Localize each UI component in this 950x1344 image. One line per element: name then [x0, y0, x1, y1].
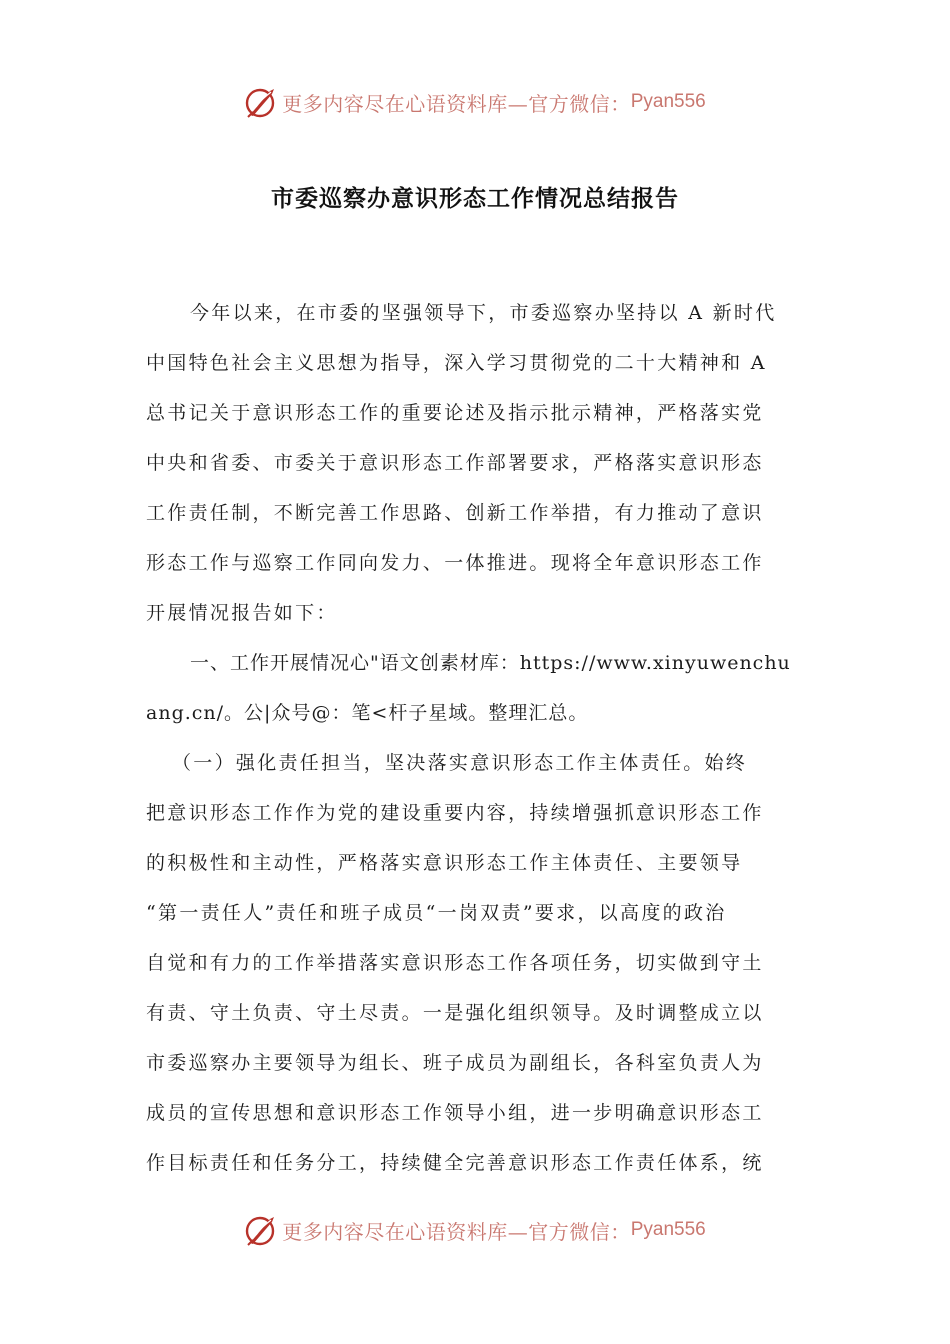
- body-line: 总书记关于意识形态工作的重要论述及指示批示精神，严格落实党: [146, 402, 764, 424]
- body-line: 工作责任制，不断完善工作思路、创新工作举措，有力推动了意识: [146, 502, 764, 524]
- body-line: 开展情况报告如下：: [146, 602, 338, 624]
- body-line: 作目标责任和任务分工，持续健全完善意识形态工作责任体系，统: [146, 1152, 764, 1174]
- body-line: 的积极性和主动性，严格落实意识形态工作主体责任、主要领导: [146, 852, 743, 874]
- footer-banner: [0, 1208, 950, 1252]
- document-body: [146, 288, 806, 1188]
- body-line: 成员的宣传思想和意识形态工作领导小组，进一步明确意识形态工: [146, 1102, 764, 1124]
- body-line: 中央和省委、市委关于意识形态工作部署要求，严格落实意识形态: [146, 452, 764, 474]
- body-line: 形态工作与巡察工作同向发力、一体推进。现将全年意识形态工作: [146, 552, 764, 574]
- body-line: ang.cn/。公|众号@：笔<杆子星域。整理汇总。: [146, 702, 589, 724]
- body-line: 把意识形态工作作为党的建设重要内容，持续增强抓意识形态工作: [146, 802, 764, 824]
- banner-slogan: 更多内容尽在心语资料库—官方微信：: [282, 1219, 631, 1244]
- banner-slogan: 更多内容尽在心语资料库—官方微信：: [282, 91, 631, 116]
- header-banner: [0, 80, 950, 124]
- body-line: 自觉和有力的工作举措落实意识形态工作各项任务，切实做到守土: [146, 952, 764, 974]
- quill-seal-logo-icon: [244, 1213, 278, 1247]
- body-line-section-heading: 一、工作开展情况心"语文创素材库：https://www.xinyuwenchu: [190, 652, 791, 674]
- body-line-subsection-heading: （一）强化责任担当，坚决落实意识形态工作主体责任。始终: [172, 752, 748, 774]
- body-line: 有责、守土负责、守土尽责。一是强化组织领导。及时调整成立以: [146, 1002, 764, 1024]
- banner-wechat-id: Pyan556: [630, 91, 706, 112]
- body-line: 今年以来，在市委的坚强领导下，市委巡察办坚持以 A 新时代: [190, 302, 777, 324]
- quill-seal-logo-icon: [244, 85, 278, 119]
- body-line: 中国特色社会主义思想为指导，深入学习贯彻党的二十大精神和 A: [146, 352, 767, 374]
- body-line: “第一责任人”责任和班子成员“一岗双责”要求，以高度的政治: [146, 902, 727, 924]
- banner-wechat-id: Pyan556: [630, 1219, 706, 1240]
- document-title: 市委巡察办意识形态工作情况总结报告: [271, 186, 679, 212]
- body-line: 市委巡察办主要领导为组长、班子成员为副组长，各科室负责人为: [146, 1052, 764, 1074]
